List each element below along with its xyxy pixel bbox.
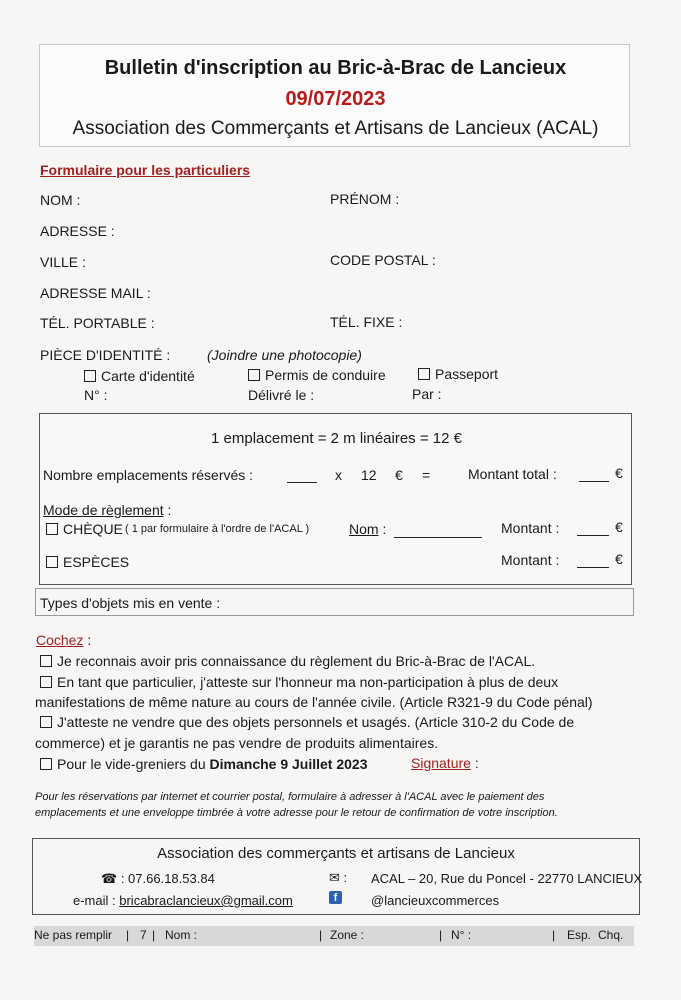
par-field[interactable]: Par : <box>412 386 442 402</box>
equals-sign: = <box>422 467 431 483</box>
phone-icon: ☎ <box>101 871 118 886</box>
euro-sign: € <box>615 519 623 535</box>
nombre-emplacements-label: Nombre emplacements réservés : <box>43 467 254 483</box>
emplacement-headline: 1 emplacement = 2 m linéaires = 12 € <box>211 430 462 447</box>
checkbox-icon[interactable] <box>84 370 96 382</box>
mail-row: ✉ : <box>329 870 348 885</box>
email-label: e-mail : <box>73 893 116 908</box>
checkbox-icon[interactable] <box>40 676 52 688</box>
phone-row: ☎ : 07.66.18.53.84 <box>101 871 215 886</box>
euro-sign: € <box>395 467 403 483</box>
tel-fixe-field[interactable]: TÉL. FIXE : <box>330 314 403 330</box>
carte-identite-option[interactable]: Carte d'identité <box>84 368 195 384</box>
contact-footer <box>32 838 643 915</box>
payment-box <box>39 413 632 585</box>
euro-sign: € <box>615 551 623 567</box>
numero-field[interactable]: N° : <box>84 387 108 403</box>
separator: | <box>319 928 323 942</box>
note-line-2: emplacements et une enveloppe timbrée à votre adresse pour le retour de confirmation de votre inscription. <box>35 807 558 819</box>
types-objets-box[interactable] <box>35 588 634 616</box>
photocopie-note: (Joindre une photocopie) <box>207 347 362 363</box>
reglement-checkbox-item[interactable]: Je reconnais avoir pris connaissance du règlement du Bric-à-Brac de l'ACAL. <box>40 653 535 669</box>
euro-sign: € <box>615 465 623 481</box>
nombre-emplacements-input[interactable] <box>287 482 317 483</box>
objets-personnels-line2: commerce) et je garantis ne pas vendre de produits alimentaires. <box>35 735 439 751</box>
checkbox-icon[interactable] <box>46 523 58 535</box>
checkbox-icon[interactable] <box>40 758 52 770</box>
cheque-option[interactable]: CHÈQUE <box>46 521 123 537</box>
checkbox-icon[interactable] <box>418 368 430 380</box>
vide-greniers-item[interactable]: Pour le vide-greniers du Dimanche 9 Juillet 2023 <box>40 756 368 772</box>
unit-price: 12 <box>361 467 377 483</box>
strip-numero: N° : <box>451 928 472 942</box>
passeport-option[interactable]: Passeport <box>418 366 498 382</box>
especes-montant-input[interactable] <box>577 567 609 568</box>
attestation-honneur-item[interactable]: En tant que particulier, j'atteste sur l'honneur ma non-participation à plus de deux <box>40 674 558 690</box>
cheque-montant-label: Montant : <box>501 520 560 536</box>
permis-conduire-option[interactable]: Permis de conduire <box>248 367 386 383</box>
prenom-field[interactable]: PRÉNOM : <box>330 191 400 207</box>
strip-seven: 7 <box>140 928 147 942</box>
note-line-1: Pour les réservations par internet et courrier postal, formulaire à adresser à l'ACAL avec le paiement des <box>35 791 545 803</box>
cheque-note: ( 1 par formulaire à l'ordre de l'ACAL ) <box>125 523 310 535</box>
code-postal-field[interactable]: CODE POSTAL : <box>330 252 436 268</box>
montant-total-label: Montant total : <box>468 466 557 482</box>
envelope-icon: ✉ <box>329 870 340 885</box>
multiply-sign: x <box>335 467 342 483</box>
mode-reglement-label: Mode de règlement : <box>43 502 172 518</box>
signature-label[interactable]: Signature : <box>411 755 479 771</box>
header-box <box>39 44 630 147</box>
especes-option[interactable]: ESPÈCES <box>46 554 129 570</box>
adresse-mail-field[interactable]: ADRESSE MAIL : <box>40 285 151 301</box>
association-name: Association des Commerçants et Artisans de Lancieux (ACAL) <box>72 118 599 139</box>
tel-portable-field[interactable]: TÉL. PORTABLE : <box>40 315 155 331</box>
types-objets-label: Types d'objets mis en vente : <box>40 595 221 611</box>
form-title: Bulletin d'inscription au Bric-à-Brac de Lancieux <box>104 57 567 79</box>
facebook-handle[interactable]: @lancieuxcommerces <box>371 893 500 908</box>
checkbox-icon[interactable] <box>40 655 52 667</box>
separator: | <box>552 928 556 942</box>
objets-personnels-item[interactable]: J'atteste ne vendre que des objets personnels et usagés. (Article 310-2 du Code de <box>40 714 574 730</box>
event-date: 09/07/2023 <box>285 88 386 110</box>
nom-field[interactable]: NOM : <box>40 192 81 208</box>
checkbox-icon[interactable] <box>46 556 58 568</box>
checkbox-icon[interactable] <box>40 716 52 728</box>
section-title: Formulaire pour les particuliers <box>40 162 251 178</box>
acal-address: ACAL – 20, Rue du Poncel - 22770 LANCIEUX <box>371 871 643 886</box>
facebook-icon[interactable]: f <box>329 891 342 904</box>
strip-chq: Chq. <box>598 928 624 942</box>
cheque-nom-input[interactable] <box>394 537 482 538</box>
strip-nom: Nom : <box>165 928 198 942</box>
delivre-le-field[interactable]: Délivré le : <box>248 387 315 403</box>
email-row <box>73 893 293 908</box>
separator: | <box>152 928 156 942</box>
cochez-title: Cochez : <box>36 632 92 648</box>
ville-field[interactable]: VILLE : <box>40 254 86 270</box>
cheque-nom-label: Nom : <box>349 521 387 537</box>
montant-total-input[interactable] <box>579 481 609 482</box>
piece-identite-label: PIÈCE D'IDENTITÉ : <box>40 347 171 363</box>
email-link[interactable]: bricabraclancieux@gmail.com <box>119 893 293 908</box>
office-use-strip <box>34 926 634 946</box>
ne-pas-remplir: Ne pas remplir <box>34 928 113 942</box>
adresse-field[interactable]: ADRESSE : <box>40 223 115 239</box>
separator: | <box>126 928 130 942</box>
checkbox-icon[interactable] <box>248 369 260 381</box>
separator: | <box>439 928 443 942</box>
attestation-honneur-line2: manifestations de même nature au cours de l'année civile. (Article R321-9 du Code pénal) <box>35 694 593 710</box>
cheque-montant-input[interactable] <box>577 535 609 536</box>
especes-montant-label: Montant : <box>501 552 560 568</box>
footer-title: Association des commerçants et artisans de Lancieux <box>157 845 515 862</box>
strip-esp: Esp. <box>567 928 592 942</box>
strip-zone: Zone : <box>330 928 365 942</box>
